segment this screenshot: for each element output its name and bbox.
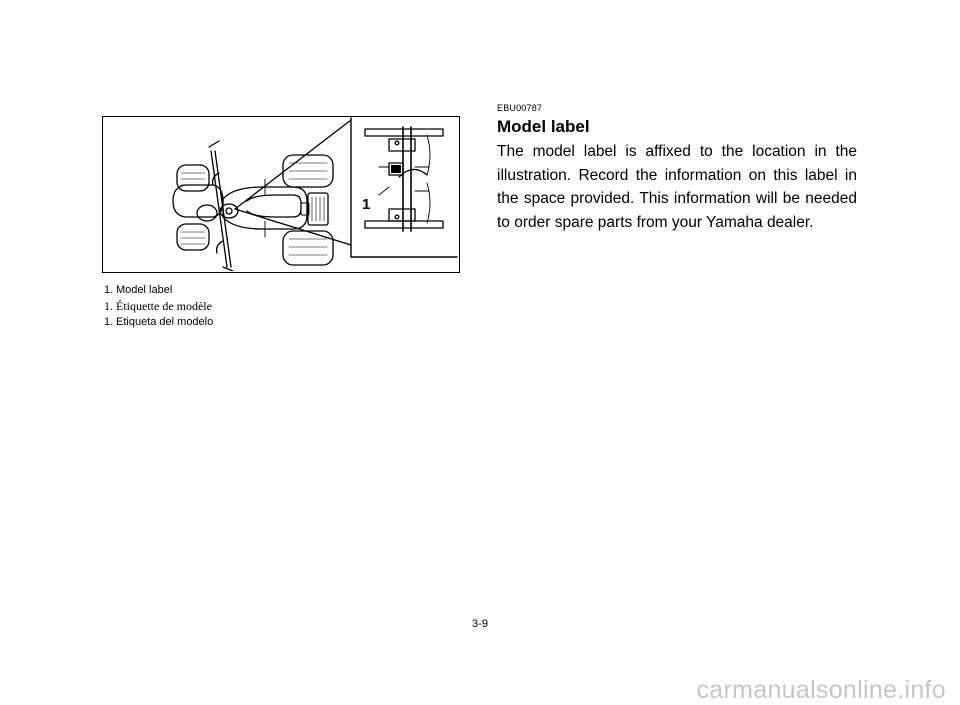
caption-french — [104, 298, 213, 314]
caption-english — [104, 282, 213, 298]
figure-captions — [104, 282, 213, 330]
caption-spanish — [104, 314, 213, 330]
page-number: 3-9 — [472, 618, 488, 630]
caption-text: Etiqueta del modelo — [116, 316, 214, 328]
section-body: The model label is affixed to the location in the illustration. Record the information on this label in the space provided. This information will be needed to order spare parts from your Yamaha dealer. — [497, 143, 857, 231]
callout-number: 1 — [362, 196, 371, 213]
caption-text: Étiquette de modèle — [116, 299, 212, 313]
atv-top-view-drawing — [103, 117, 458, 271]
caption-number: 1. — [104, 299, 113, 313]
section-code: EBU00787 — [497, 103, 543, 113]
section-title: Model label — [497, 117, 590, 136]
caption-text: Model label — [116, 284, 173, 296]
atv-drawing — [173, 141, 333, 271]
model-label-illustration — [102, 116, 460, 273]
caption-number: 1. — [104, 284, 114, 296]
site-watermark: carmanualsonline.info — [696, 676, 946, 704]
model-label-detail — [365, 127, 443, 231]
caption-number: 1. — [104, 316, 114, 328]
